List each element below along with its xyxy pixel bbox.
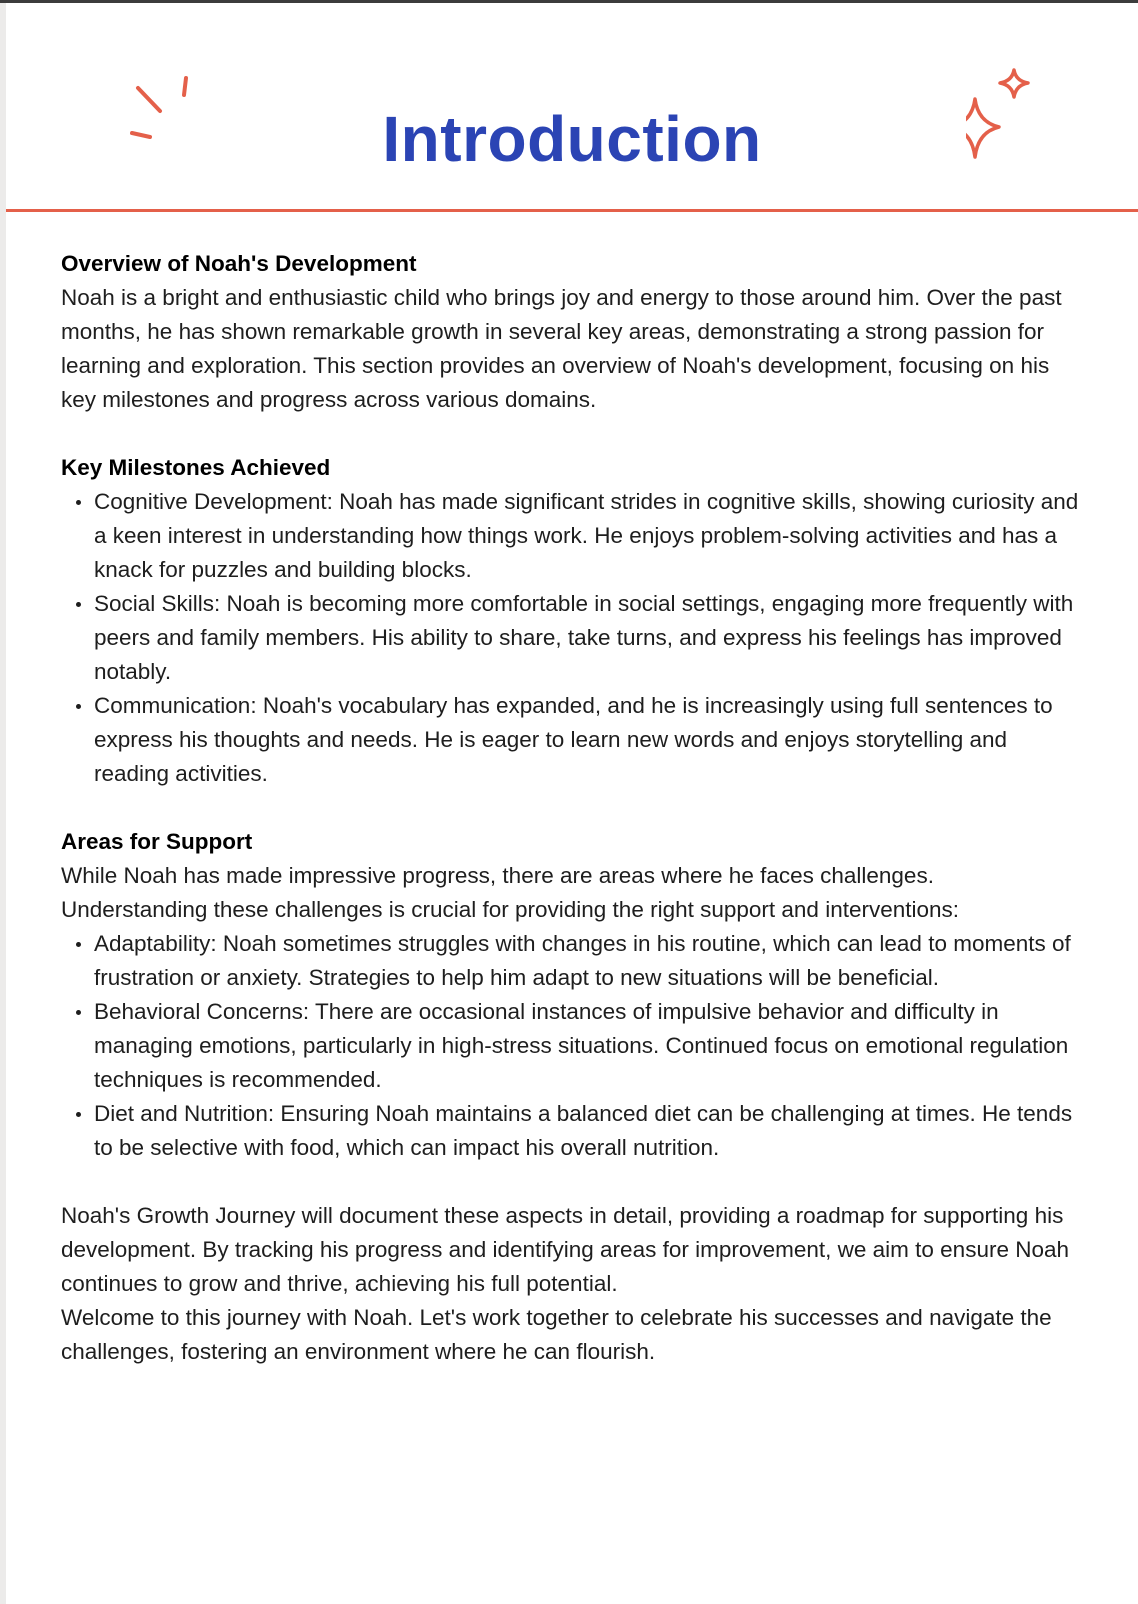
section-spacer [61, 1165, 1081, 1199]
support-intro: While Noah has made impressive progress, there are areas where he faces challenges. Understanding these challenges is crucial for providing the right support and interventions: [61, 863, 960, 922]
support-heading: Areas for Support [61, 829, 253, 854]
overview-heading: Overview of Noah's Development [61, 251, 417, 276]
document-content [61, 247, 1081, 1369]
list-item: Adaptability: Noah sometimes struggles with changes in his routine, which can lead to moments of frustration or anxiety. Strategies to help him adapt to new situations will be beneficial. [61, 927, 1081, 995]
page-title: Introduction [382, 103, 762, 175]
list-item: Communication: Noah's vocabulary has expanded, and he is increasingly using full sentences to express his thoughts and needs. He is eager to learn new words and enjoys storytelling and reading activities. [61, 689, 1081, 791]
closing-paragraph: Noah's Growth Journey will document these aspects in detail, providing a roadmap for supporting his development. By tracking his progress and identifying areas for improvement, we aim to ensure Noah continues to grow and thrive, achieving his full potential. [61, 1203, 1070, 1296]
list-item: Behavioral Concerns: There are occasional instances of impulsive behavior and difficulty in managing emotions, particularly in high-stress situations. Continued focus on emotional regulation techniques is recommended. [61, 995, 1081, 1097]
list-item: Cognitive Development: Noah has made significant strides in cognitive skills, showing curiosity and a keen interest in understanding how things work. He enjoys problem-solving activities and has a knack for puzzles and building blocks. [61, 485, 1081, 587]
section-spacer [61, 791, 1081, 825]
milestones-list [61, 485, 1081, 791]
support-list [61, 927, 1081, 1165]
section-spacer [61, 417, 1081, 451]
document-page [6, 3, 1138, 1604]
page-header [6, 3, 1138, 213]
list-item: Diet and Nutrition: Ensuring Noah maintains a balanced diet can be challenging at times. He tends to be selective with food, which can impact his overall nutrition. [61, 1097, 1081, 1165]
header-divider [6, 209, 1138, 212]
overview-paragraph: Noah is a bright and enthusiastic child who brings joy and energy to those around him. Over the past months, he has shown remarkable growth in several key areas, demonstrating a strong passion for learning and exploration. This section provides an overview of Noah's development, focusing on his key milestones and progress across various domains. [61, 285, 1062, 412]
welcome-paragraph: Welcome to this journey with Noah. Let's work together to celebrate his successes and navigate the challenges, fostering an environment where he can flourish. [61, 1305, 1052, 1364]
list-item: Social Skills: Noah is becoming more comfortable in social settings, engaging more frequently with peers and family members. His ability to share, take turns, and express his feelings has improved notably. [61, 587, 1081, 689]
milestones-heading: Key Milestones Achieved [61, 455, 331, 480]
sparkle-icon [966, 67, 1076, 177]
